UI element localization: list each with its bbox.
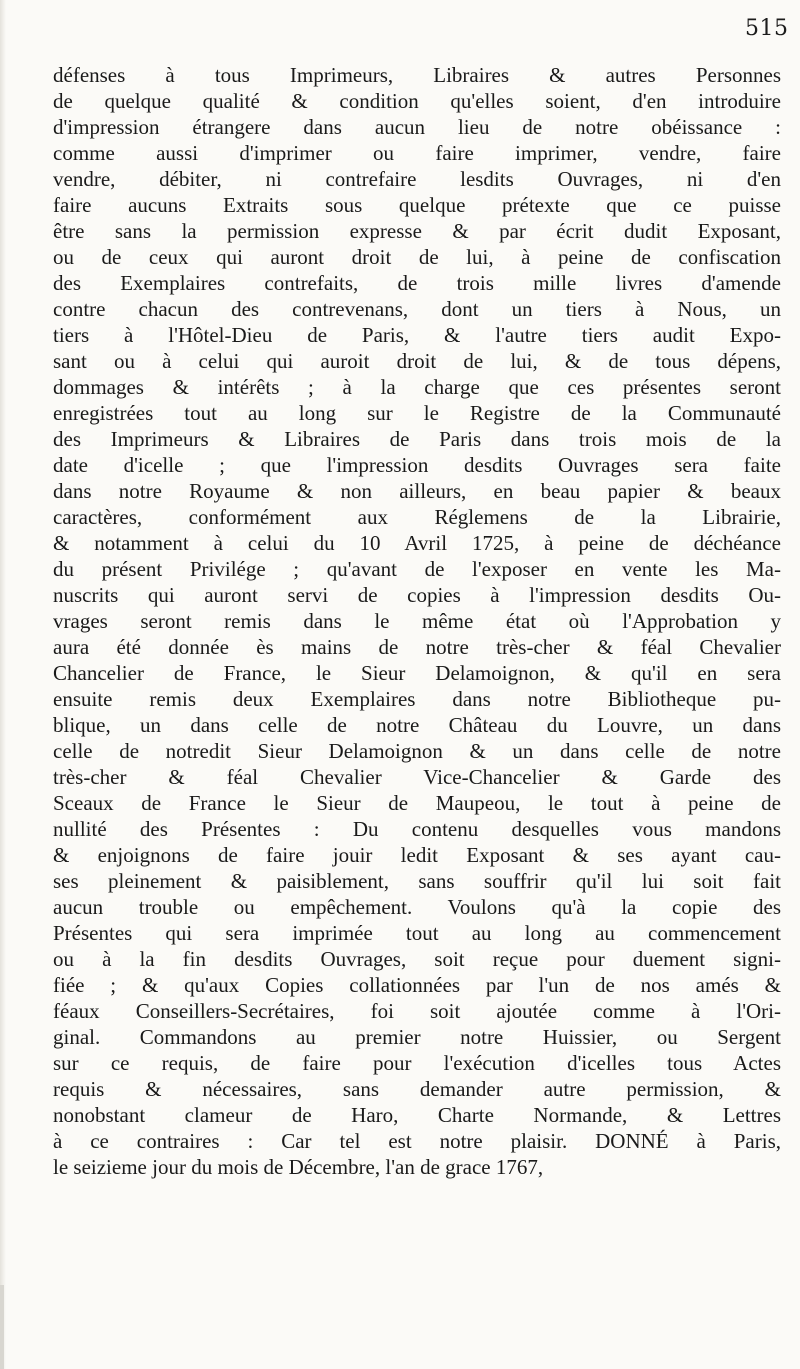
text-line: à ce contraires : Car tel est notre plaisir. DONNÉ à Paris, [53,1129,781,1153]
text-line: très-cher & féal Chevalier Vice-Chancelier & Garde des [53,765,781,789]
text-line: fiée ; & qu'aux Copies collationnées par l'un de nos amés & [53,973,781,997]
text-line: des Exemplaires contrefaits, de trois mille livres d'amende [53,271,781,295]
page-number: 515 [745,16,789,41]
text-line: faire aucuns Extraits sous quelque prétexte que ce puisse [53,193,781,217]
text-line: des Imprimeurs & Libraires de Paris dans trois mois de la [53,427,781,451]
text-line: aucun trouble ou empêchement. Voulons qu'à la copie des [53,895,781,919]
privilege-text [53,62,781,1180]
text-line: requis & nécessaires, sans demander autre permission, & [53,1077,781,1101]
text-line: ensuite remis deux Exemplaires dans notre Bibliotheque pu- [53,687,781,711]
text-line: & enjoignons de faire jouir ledit Exposant & ses ayant cau- [53,843,781,867]
text-line: blique, un dans celle de notre Château du Louvre, un dans [53,713,781,737]
text-line: ses pleinement & paisiblement, sans souffrir qu'il lui soit fait [53,869,781,893]
text-line: vrages seront remis dans le même état où l'Approbation y [53,609,781,633]
text-line: Sceaux de France le Sieur de Maupeou, le tout à peine de [53,791,781,815]
text-line: ginal. Commandons au premier notre Huissier, ou Sergent [53,1025,781,1049]
text-line: dans notre Royaume & non ailleurs, en beau papier & beaux [53,479,781,503]
text-line: de quelque qualité & condition qu'elles soient, d'en introduire [53,89,781,113]
text-line: féaux Conseillers-Secrétaires, foi soit ajoutée comme à l'Ori- [53,999,781,1023]
text-line: Présentes qui sera imprimée tout au long au commencement [53,921,781,945]
text-line: nullité des Présentes : Du contenu desquelles vous mandons [53,817,781,841]
text-line: enregistrées tout au long sur le Registre de la Communauté [53,401,781,425]
text-line: sant ou à celui qui auroit droit de lui, & de tous dépens, [53,349,781,373]
text-line: & notamment à celui du 10 Avril 1725, à peine de déchéance [53,531,781,555]
text-line: date d'icelle ; que l'impression desdits Ouvrages sera faite [53,453,781,477]
text-line: défenses à tous Imprimeurs, Libraires & autres Personnes [53,63,781,87]
text-line: sur ce requis, de faire pour l'exécution d'icelles tous Actes [53,1051,781,1075]
text-line: nuscrits qui auront servi de copies à l'impression desdits Ou- [53,583,781,607]
page-edge-mark [0,1285,4,1369]
text-line: ou à la fin desdits Ouvrages, soit reçue pour duement signi- [53,947,781,971]
text-line: caractères, conformément aux Réglemens de la Librairie, [53,505,781,529]
page-edge-shadow [0,0,6,1369]
text-line: le seizieme jour du mois de Décembre, l'an de grace 1767, [53,1155,544,1179]
text-line: nonobstant clameur de Haro, Charte Normande, & Lettres [53,1103,781,1127]
text-line: comme aussi d'imprimer ou faire imprimer, vendre, faire [53,141,781,165]
text-line: ou de ceux qui auront droit de lui, à peine de confiscation [53,245,781,269]
text-line: être sans la permission expresse & par écrit dudit Exposant, [53,219,781,243]
text-line: tiers à l'Hôtel-Dieu de Paris, & l'autre tiers audit Expo- [53,323,781,347]
text-line: Chancelier de France, le Sieur Delamoignon, & qu'il en sera [53,661,781,685]
text-line: du présent Privilége ; qu'avant de l'exposer en vente les Ma- [53,557,781,581]
text-line: celle de notredit Sieur Delamoignon & un dans celle de notre [53,739,781,763]
text-line: d'impression étrangere dans aucun lieu de notre obéissance : [53,115,781,139]
text-line: vendre, débiter, ni contrefaire lesdits Ouvrages, ni d'en [53,167,781,191]
text-line: aura été donnée ès mains de notre très-cher & féal Chevalier [53,635,781,659]
text-line: dommages & intérêts ; à la charge que ces présentes seront [53,375,781,399]
text-line: contre chacun des contrevenans, dont un tiers à Nous, un [53,297,781,321]
